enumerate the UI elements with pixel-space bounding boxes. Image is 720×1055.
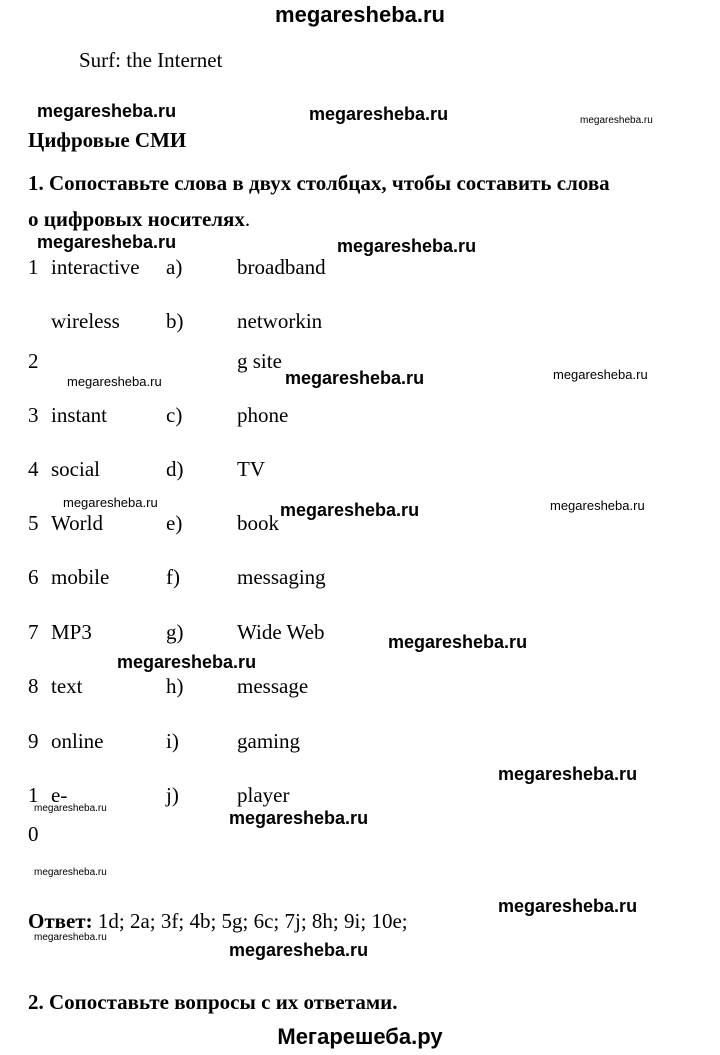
- watermark: megaresheba.ru: [309, 104, 449, 124]
- watermark: megaresheba.ru: [63, 495, 158, 510]
- row-number: 6: [28, 565, 39, 589]
- watermark: megaresheba.ru: [337, 236, 477, 256]
- watermark: megaresheba.ru: [580, 115, 653, 126]
- watermark: megaresheba.ru: [280, 500, 420, 520]
- watermark: megaresheba.ru: [229, 808, 369, 828]
- left-word: mobile: [51, 565, 110, 589]
- row-number: 8: [28, 674, 39, 698]
- right-word: gaming: [237, 729, 300, 753]
- watermark: megaresheba.ru: [388, 632, 528, 652]
- row-number: 7: [28, 620, 39, 644]
- answer-label: Ответ:: [28, 909, 93, 933]
- watermark: megaresheba.ru: [550, 498, 645, 513]
- left-word: text: [51, 674, 83, 698]
- exercise1-title-line2: [28, 207, 250, 232]
- left-word: instant: [51, 403, 107, 427]
- watermark: megaresheba.ru: [34, 932, 107, 943]
- option-letter: j): [166, 783, 179, 807]
- left-word: e-: [51, 783, 68, 807]
- row-number: 0: [28, 822, 39, 846]
- watermark: megaresheba.ru: [37, 232, 177, 252]
- watermark: megaresheba.ru: [34, 803, 107, 814]
- right-word: Wide Web: [237, 620, 325, 644]
- option-letter: b): [166, 309, 184, 333]
- table-row: [0, 729, 720, 757]
- table-row: [0, 309, 720, 337]
- left-word: MP3: [51, 620, 92, 644]
- table-row: [0, 255, 720, 283]
- watermark: megaresheba.ru: [117, 652, 257, 672]
- watermark: megaresheba.ru: [553, 367, 648, 382]
- option-letter: a): [166, 255, 183, 279]
- watermark: megaresheba.ru: [37, 101, 177, 121]
- option-letter: i): [166, 729, 179, 753]
- row-number: 5: [28, 511, 39, 535]
- watermark: megaresheba.ru: [229, 940, 369, 960]
- watermark: megaresheba.ru: [498, 896, 638, 916]
- section-title: Цифровые СМИ: [28, 128, 187, 152]
- left-word: World: [51, 511, 103, 535]
- exercise1-title-line2-end: .: [244, 207, 251, 231]
- right-word: message: [237, 674, 309, 698]
- row-number: 1: [28, 783, 39, 807]
- option-letter: f): [166, 565, 180, 589]
- table-row: [0, 674, 720, 702]
- answer-text: 1d; 2a; 3f; 4b; 5g; 6c; 7j; 8h; 9i; 10e;: [92, 909, 408, 933]
- option-letter: c): [166, 403, 183, 427]
- left-word: social: [51, 457, 100, 481]
- table-row: [0, 783, 720, 811]
- row-number: 9: [28, 729, 39, 753]
- exercise2-title: 2. Сопоставьте вопросы с их ответами.: [28, 990, 398, 1014]
- table-row: [0, 565, 720, 593]
- row-number: 2: [28, 349, 39, 373]
- left-word: online: [51, 729, 104, 753]
- answer-line: [28, 909, 408, 934]
- watermark: megaresheba.ru: [34, 867, 107, 878]
- watermark: megaresheba.ru: [285, 368, 425, 388]
- table-row: [0, 403, 720, 431]
- right-word: broadband: [237, 255, 326, 279]
- row-number: 1: [28, 255, 39, 279]
- right-word: phone: [237, 403, 289, 427]
- right-word: player: [237, 783, 290, 807]
- left-word: interactive: [51, 255, 140, 279]
- exercise1-title-line1: 1. Сопоставьте слова в двух столбцах, чтобы составить слова: [28, 171, 610, 195]
- site-footer: Мегарешеба.ру: [277, 1024, 443, 1049]
- option-letter: g): [166, 620, 184, 644]
- site-header: megaresheba.ru: [275, 2, 445, 27]
- left-word: wireless: [51, 309, 120, 333]
- right-word: book: [237, 511, 279, 535]
- watermark: megaresheba.ru: [67, 374, 162, 389]
- top-line: Surf: the Internet: [79, 48, 223, 72]
- option-letter: d): [166, 457, 184, 481]
- right-word: networkin: [237, 309, 323, 333]
- right-word: messaging: [237, 565, 326, 589]
- watermark: megaresheba.ru: [498, 764, 638, 784]
- option-letter: e): [166, 511, 183, 535]
- table-row: [0, 620, 720, 648]
- row-number: 3: [28, 403, 39, 427]
- right-word: TV: [237, 457, 265, 481]
- exercise1-title-line2-bold: о цифровых носителях: [28, 207, 245, 231]
- table-row: [0, 457, 720, 485]
- row-number: 4: [28, 457, 39, 481]
- right-word: g site: [237, 349, 282, 373]
- option-letter: h): [166, 674, 184, 698]
